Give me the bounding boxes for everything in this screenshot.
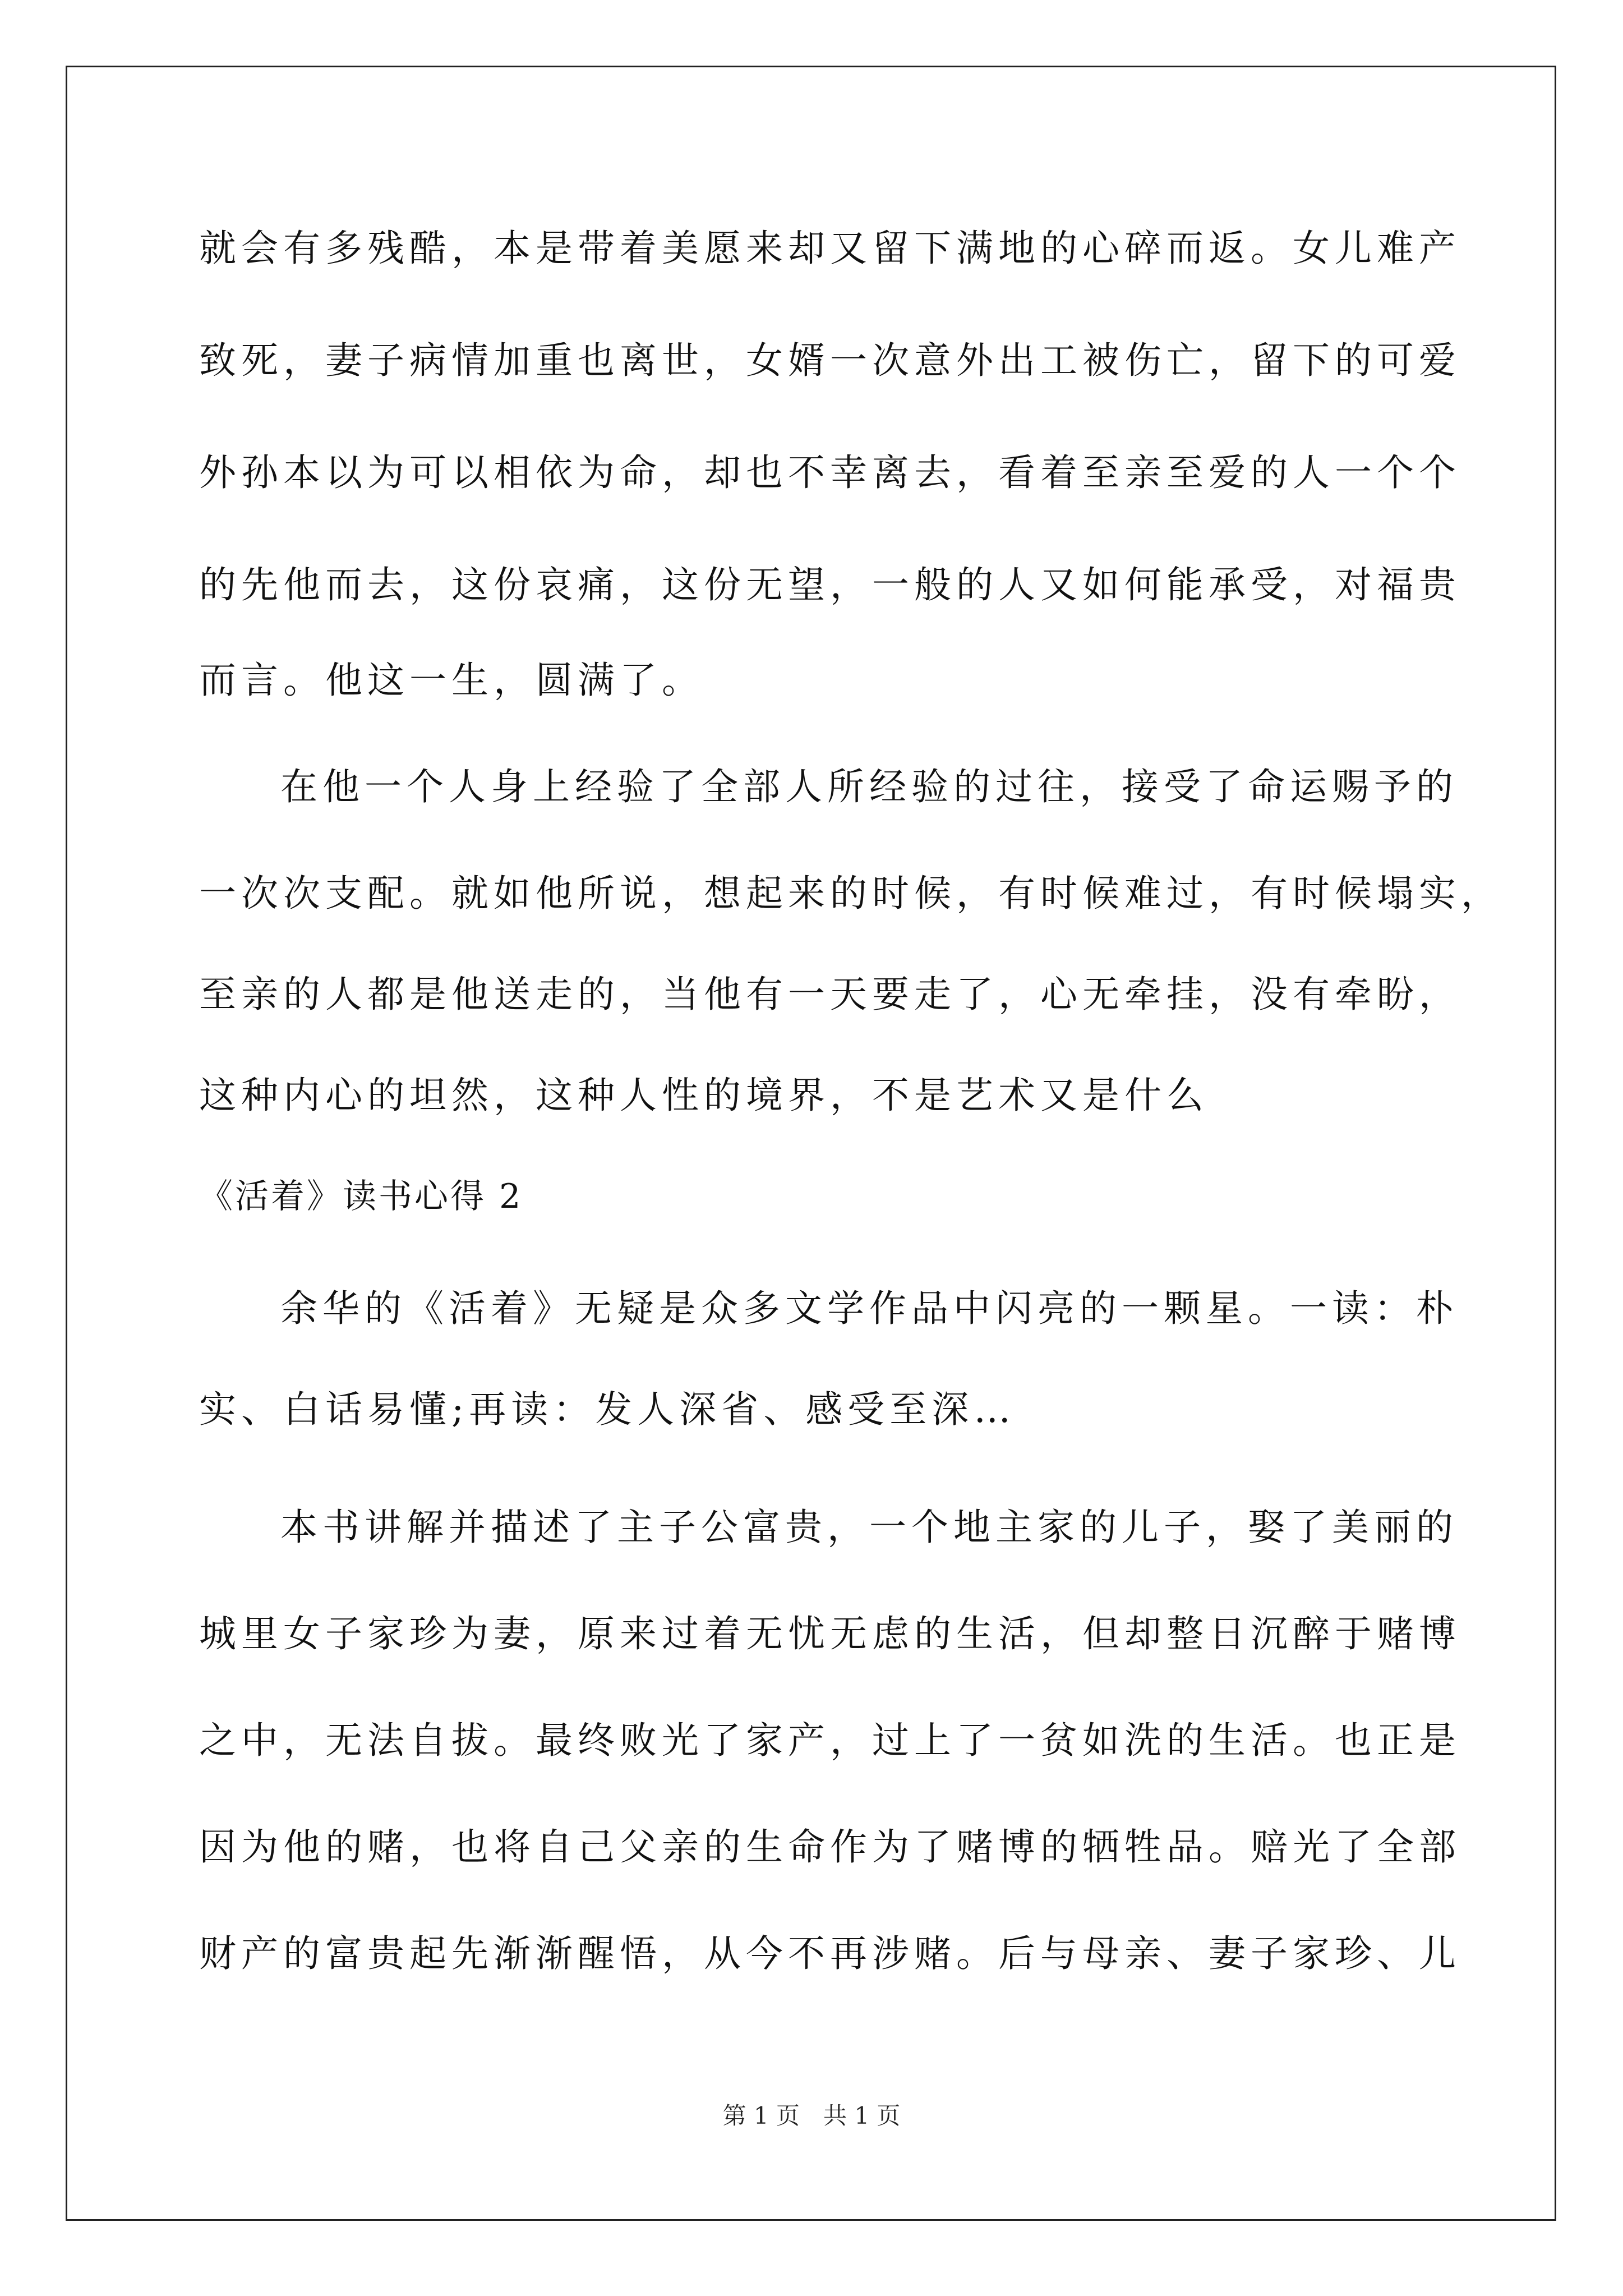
paragraph-line: 致死，妻子病情加重也离世，女婿一次意外出工被伤亡，留下的可爱 [199, 339, 1461, 382]
paragraph-line: 的先他而去，这份哀痛，这份无望，一般的人又如何能承受，对福贵 [199, 563, 1461, 606]
paragraph-line: 实、白话易懂;再读：发人深省、感受至深… [199, 1388, 1016, 1431]
paragraph-line: 在他一个人身上经验了全部人所经验的过往，接受了命运赐予的 [280, 765, 1458, 808]
paragraph-line: 一次次支配。就如他所说，想起来的时候，有时候难过，有时候塌实， [199, 872, 1503, 915]
paragraph-line: 就会有多残酷，本是带着美愿来却又留下满地的心碎而返。女儿难产 [199, 227, 1461, 270]
paragraph-line: 至亲的人都是他送走的，当他有一天要走了，心无牵挂，没有牵盼， [199, 973, 1461, 1016]
paragraph-line: 之中，无法自拔。最终败光了家产，过上了一贫如洗的生活。也正是 [199, 1719, 1461, 1762]
paragraph-line: 外孙本以为可以相依为命，却也不幸离去，看着至亲至爱的人一个个 [199, 451, 1461, 494]
paragraph-line: 而言。他这一生，圆满了。 [199, 659, 704, 702]
paragraph-line: 城里女子家珍为妻，原来过着无忧无虑的生活，但却整日沉醉于赌博 [199, 1612, 1461, 1655]
paragraph-line: 财产的富贵起先渐渐醒悟，从今不再涉赌。后与母亲、妻子家珍、儿 [199, 1932, 1461, 1975]
page-border [66, 66, 1556, 2221]
section-heading: 《活着》读书心得 2 [199, 1177, 523, 1216]
paragraph-line: 因为他的赌，也将自己父亲的生命作为了赌博的牺牲品。赔光了全部 [199, 1825, 1461, 1869]
paragraph-line: 本书讲解并描述了主子公富贵，一个地主家的儿子，娶了美丽的 [280, 1506, 1458, 1549]
paragraph-line: 余华的《活着》无疑是众多文学作品中闪亮的一颗星。一读：朴 [280, 1287, 1458, 1330]
paragraph-line: 这种内心的坦然，这种人性的境界，不是艺术又是什么 [199, 1074, 1209, 1117]
page-footer: 第 1 页 共 1 页 [722, 2102, 901, 2129]
